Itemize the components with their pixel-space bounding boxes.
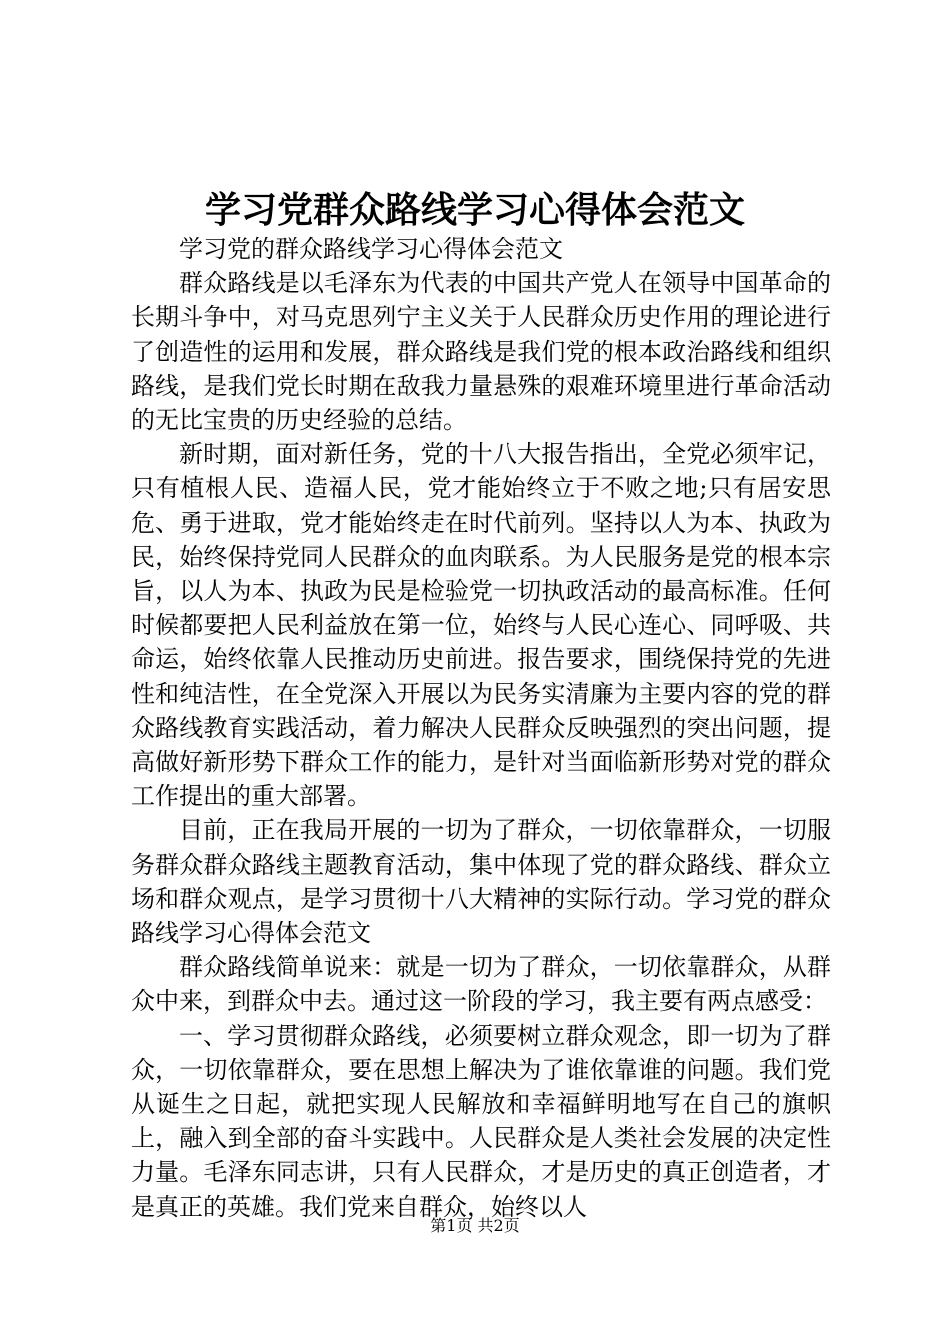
body-paragraph: 群众路线是以毛泽东为代表的中国共产党人在领导中国革命的长期斗争中，对马克思列宁主义关于人民群众历史作用的理论进行了创造性的运用和发展，群众路线是我们党的根本政治路线和组织路线，是我们党长时期在敌我力量悬殊的艰难环境里进行革命活动的无比宝贵的历史经验的总结。 [131,269,831,435]
body-paragraph: 学习党的群众路线学习心得体会范文 [179,235,563,263]
page-footer: 第1页 共2页 [430,1216,520,1235]
document-body [131,232,831,1224]
document-title: 学习党群众路线学习心得体会范文 [204,189,745,231]
body-paragraph: 群众路线简单说来：就是一切为了群众，一切依靠群众，从群众中来，到群众中去。通过这一阶段的学习，我主要有两点感受： [131,953,831,1016]
body-paragraph: 一、学习贯彻群众路线，必须要树立群众观念，即一切为了群众，一切依靠群众，要在思想上解决为了谁依靠谁的问题。我们党从诞生之日起，就把实现人民解放和幸福鲜明地写在自己的旗帜上，融入到全部的奋斗实践中。人民群众是人类社会发展的决定性力量。毛泽东同志讲，只有人民群众，才是历史的真正创造者，才是真正的英雄。我们党来自群众，始终以人 [131,1021,831,1221]
body-paragraph: 新时期，面对新任务，党的十八大报告指出，全党必须牢记，只有植根人民、造福人民，党才能始终立于不败之地;只有居安思危、勇于进取，党才能始终走在时代前列。坚持以人为本、执政为民，始终保持党同人民群众的血肉联系。为人民服务是党的根本宗旨，以人为本、执政为民是检验党一切执政活动的最高标准。任何时候都要把人民利益放在第一位，始终与人民心连心、同呼吸、共命运，始终依靠人民推动历史前进。报告要求，围绕保持党的先进性和纯洁性，在全党深入开展以为民务实清廉为主要内容的党的群众路线教育实践活动，着力解决人民群众反映强烈的突出问题，提高做好新形势下群众工作的能力，是针对当面临新形势对党的群众工作提出的重大部署。 [131,440,831,811]
body-paragraph: 目前，正在我局开展的一切为了群众，一切依靠群众，一切服务群众群众路线主题教育活动，集中体现了党的群众路线、群众立场和群众观点，是学习贯彻十八大精神的实际行动。学习党的群众路线学习心得体会范文 [131,816,831,948]
